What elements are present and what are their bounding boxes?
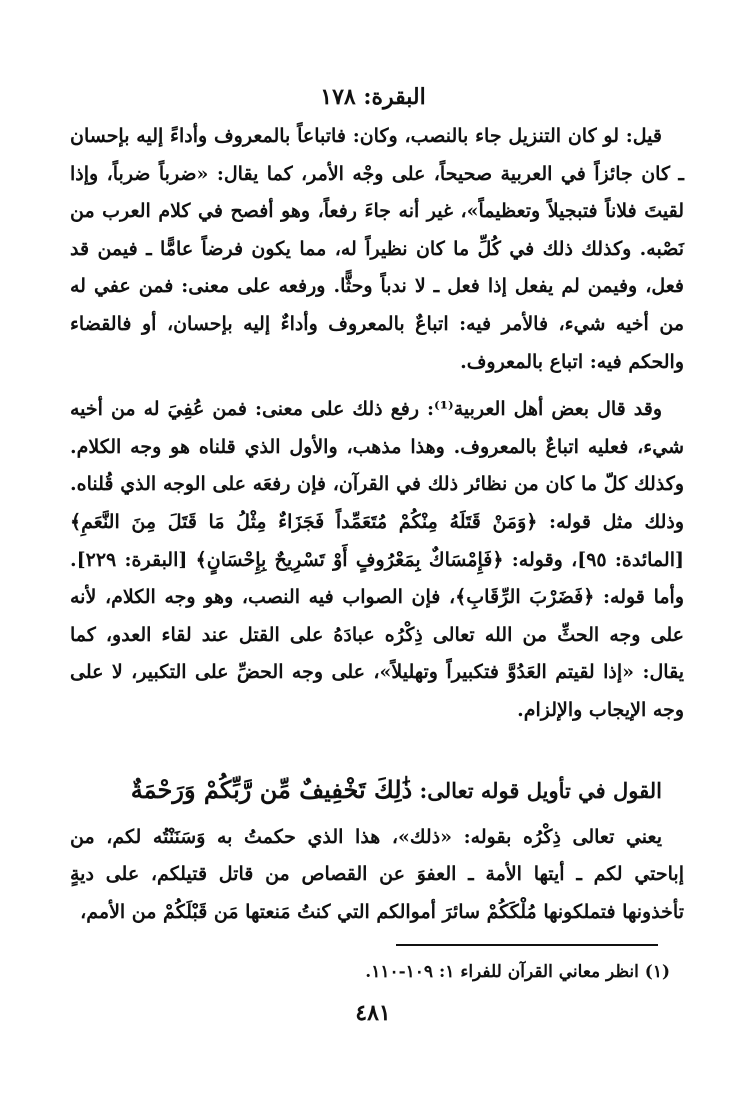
page-number: ٤٨١ bbox=[355, 1000, 391, 1026]
footnote-separator bbox=[396, 944, 658, 946]
running-head: البقرة: ١٧٨ bbox=[320, 84, 426, 110]
section-heading bbox=[70, 770, 684, 811]
section-heading-verse: ذَٰلِكَ تَخْفِيفٌ مِّن رَّبِّكُمْ وَرَحْمَةٌ bbox=[130, 774, 413, 804]
footnote: (١) انظر معاني القرآن للفراء ١: ١٠٩-١١٠. bbox=[365, 962, 670, 982]
main-text bbox=[70, 118, 684, 931]
paragraph-2: وقد قال بعض أهل العربية⁽¹⁾: رفع ذلك على معنى: فمن عُفِيَ له من أخيه شيء، فعليه اتباعٌ بالمعروف. وهذا مذهب، والأول الذي قلناه هو وجه الكلام. وكذلك كلّ ما كان من نظائر ذلك في القرآن، فإن رفعَه على الوجه الذي قُلناه. وذلك مثل قوله: ﴿وَمَنْ قَتَلَهُ مِنْكُمْ مُتَعَمِّداً فَجَزَاءٌ مِثْلُ مَا قَتَلَ مِنَ النَّعَمِ﴾ [المائدة: ٩٥]، وقوله: ﴿فَإِمْسَاكٌ بِمَعْرُوفٍ أَوْ تَسْرِيحٌ بِإِحْسَانٍ﴾ [البقرة: ٢٢٩]. وأما قوله: ﴿فَضَرْبَ الرِّقَابِ﴾، فإن الصواب فيه النصب، وهو وجه الكلام، لأنه على وجه الحثِّ من الله تعالى ذِكْرُه عبادَهُ على القتل عند لقاء العدو، كما يقال: «إذا لقيتم العَدُوَّ فتكبيراً وتهليلاً»، على وجه الحضِّ على التكبير، لا على وجه الإيجاب والإلزام. bbox=[70, 398, 684, 721]
paragraph-1: قيل: لو كان التنزيل جاء بالنصب، وكان: فاتباعاً بالمعروف وأداءً إليه بإحسان ـ كان جائزاً في العربية صحيحاً، على وجْه الأمر، كما يقال: «ضرباً ضرباً، وإذا لقيتَ فلاناً فتبجيلاً وتعظيماً»، غير أنه جاءَ رفعاً، وهو أفصح في كلام العرب من نَصْبه. وكذلك ذلك في كُلِّ ما كان نظيراً له، مما يكون فرضاً عامًّا ـ فيمن قد فعل، وفيمن لم يفعل إذا فعل ـ لا ندباً وحثًّا. ورفعه على معنى: فمن عفي له من أخيه شيء، فالأمر فيه: اتباعٌ بالمعروف وأداءٌ إليه بإحسان، أو فالقضاء والحكم فيه: اتباع بالمعروف. bbox=[70, 125, 685, 373]
section-heading-prefix: القول في تأويل قوله تعالى: bbox=[419, 777, 662, 803]
paragraph-3: يعني تعالى ذِكْرُه بقوله: «ذلك»، هذا الذي حكمتُ به وَسَنَنْتُه لكم، من إباحتي لكم ـ أيتها الأمة ـ العفوَ عن القصاص من قاتل قتيلكم، على ديةٍ تأخذونها فتملكونها مُلْكَكُمْ سائرَ أموالكم التي كنتُ مَنعتها مَن قَبْلَكُمْ من الأمم، bbox=[70, 825, 684, 923]
